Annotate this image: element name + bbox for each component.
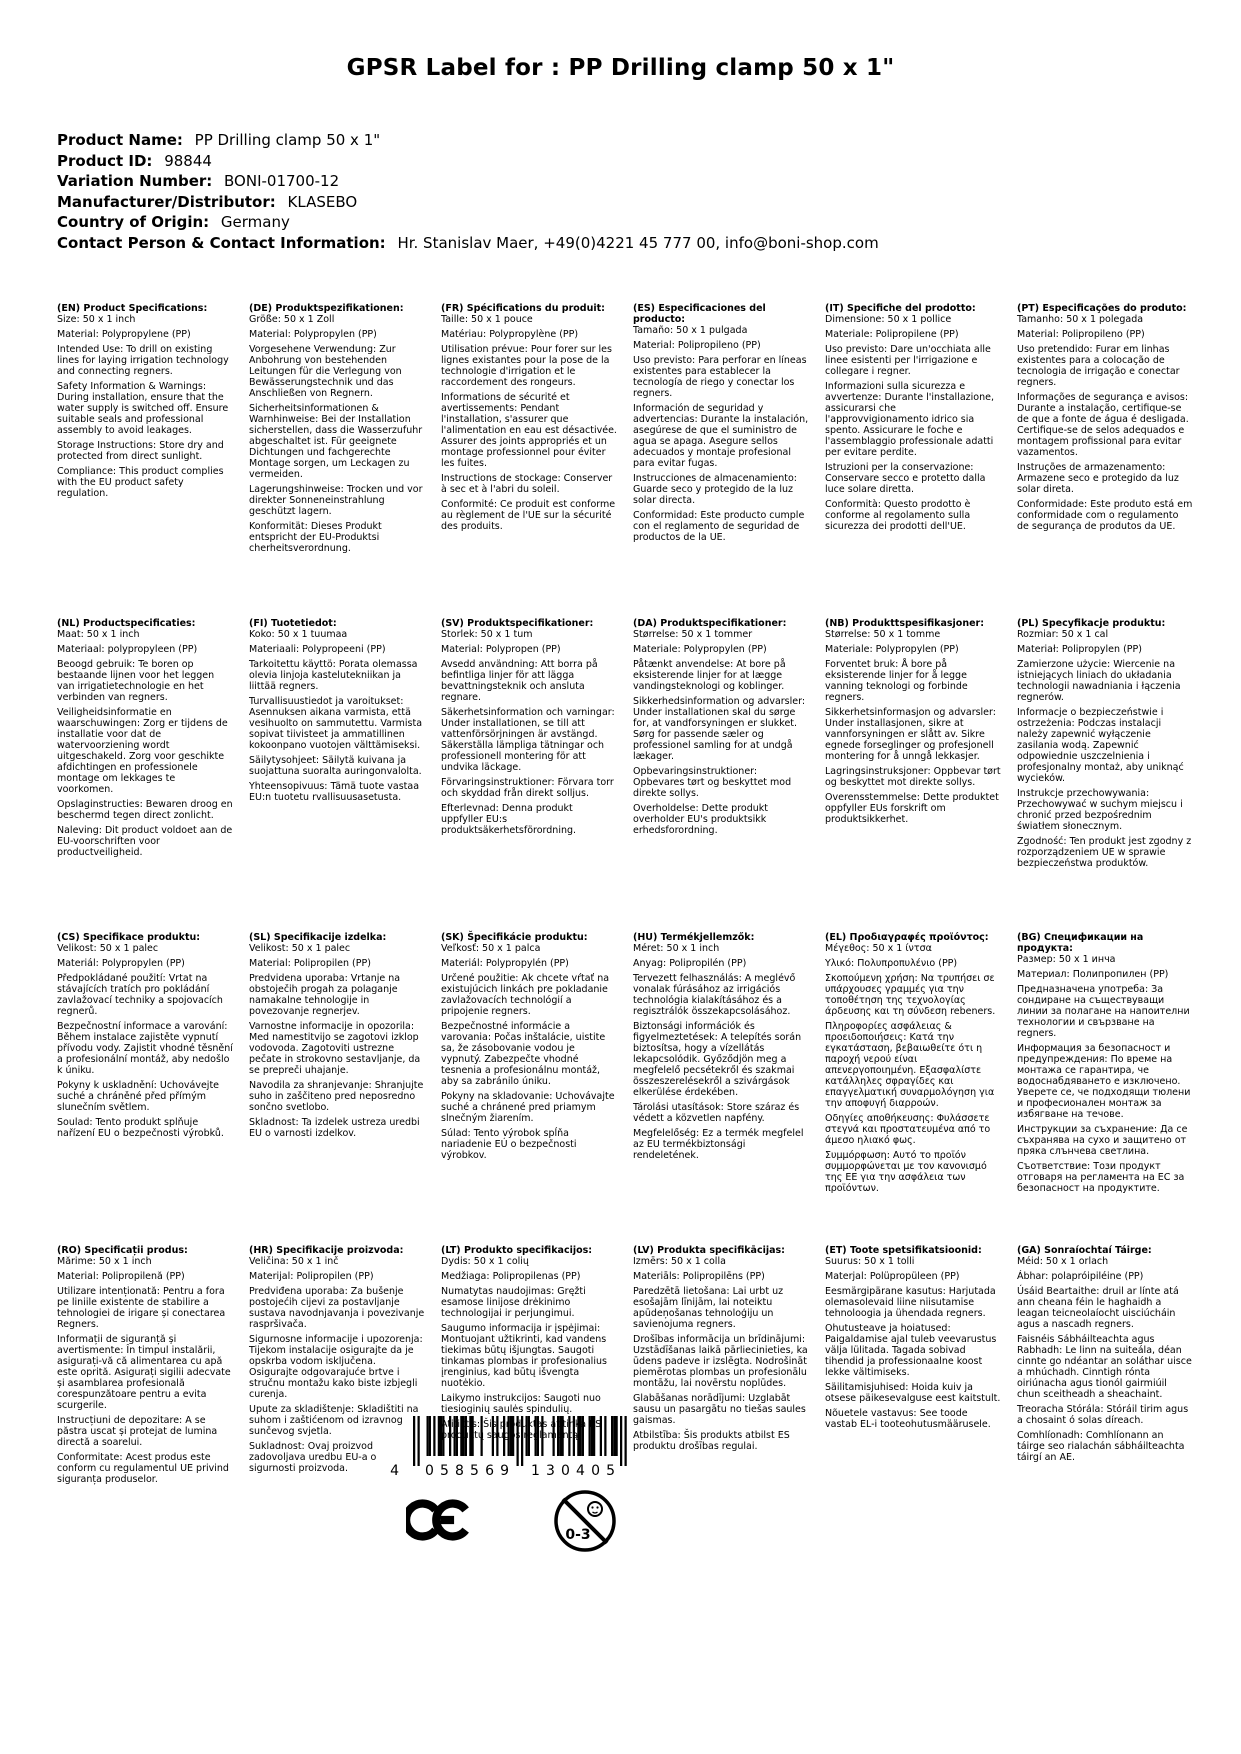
language-section-heading: (FI) Tuotetiedot: [249, 618, 337, 629]
section-paragraph: Méid: 50 x 1 orlach [1017, 1256, 1109, 1267]
section-paragraph: Размер: 50 x 1 инча [1017, 954, 1116, 965]
section-paragraph: Materiale: Polipropilene (PP) [825, 329, 959, 340]
section-paragraph: Maat: 50 x 1 inch [57, 629, 140, 640]
language-section-heading: (SK) Špecifikácie produktu: [441, 932, 588, 943]
language-section [633, 618, 809, 932]
section-paragraph: Medžiaga: Polipropilenas (PP) [441, 1271, 581, 1282]
language-section [825, 932, 1001, 1245]
section-paragraph: Material: Polipropileno (PP) [1017, 329, 1145, 340]
section-paragraph: Material: Polypropylene (PP) [57, 329, 191, 340]
language-section [57, 303, 233, 618]
section-paragraph: Bezpečnostní informace a varování: Během instalace zajistěte vypnutí přívodu vody. Zajistit vhodné těsnění a profesionální montáž, aby nedošlo k úniku. [57, 1021, 233, 1076]
section-paragraph: Faisnéis Sábháilteachta agus Rabhadh: Le linn na suiteála, déan cinnte go ndéantar an soláthar uisce a mhúchadh. Cinntigh rónta oiriúnacha agus tionól gairmiúil chun sceitheadh a sheachaint. [1017, 1334, 1192, 1400]
ce-mark-icon [406, 1496, 472, 1548]
section-paragraph: Informations de sécurité et avertissements: Pendant l'installation, s'assurer que l'alimentation en eau est désactivée. Assurer des joints appropriés et un montage professionnel pour éviter les fuites. [441, 392, 617, 469]
section-paragraph: Mărime: 50 x 1 inch [57, 1256, 152, 1267]
language-section-heading: (CS) Specifikace produktu: [57, 932, 201, 943]
section-paragraph: Instructions de stockage: Conserver à sec et à l'abri du soleil. [441, 473, 613, 495]
section-paragraph: Utilisation prévue: Pour forer sur les lignes existantes pour la pose de la technologie d'irrigation et le raccordement des rongeurs. [441, 344, 612, 388]
section-paragraph: Navodila za shranjevanje: Shranjujte suho in zaščiteno pred neposredno sončno svetlobo. [249, 1080, 424, 1113]
language-section [249, 618, 425, 932]
language-section-heading: (EL) Προδιαγραφές προϊόντος: [825, 932, 989, 943]
section-paragraph: Intended Use: To drill on existing lines for laying irrigation technology and connecting regners. [57, 344, 229, 377]
language-section-heading: (LT) Produkto specifikacijos: [441, 1245, 593, 1256]
product-info-value: Hr. Stanislav Maer, +49(0)4221 45 777 00, info@boni-shop.com [392, 233, 879, 252]
language-section [1017, 618, 1193, 932]
section-paragraph: Naleving: Dit product voldoet aan de EU-voorschriften voor productveiligheid. [57, 825, 233, 858]
product-info-label: Contact Person & Contact Information: [57, 233, 386, 252]
product-info-label: Country of Origin: [57, 213, 210, 231]
language-section [441, 303, 617, 618]
section-paragraph: Treoracha Stórála: Stóráil tirim agus a chosaint ó solas díreach. [1017, 1404, 1189, 1426]
section-paragraph: Efterlevnad: Denna produkt uppfyller EU:s produktsäkerhetsförordning. [441, 803, 577, 836]
language-section [825, 618, 1001, 932]
section-paragraph: Materiaal: polypropyleen (PP) [57, 644, 198, 655]
section-paragraph: Numatytas naudojimas: Gręžti esamose linijose drėkinimo technologijai ir perjungimui. [441, 1286, 586, 1319]
ean-13-barcode [385, 1416, 635, 1478]
language-section-heading: (ET) Toote spetsifikatsioonid: [825, 1245, 982, 1256]
section-paragraph: Informații de siguranță și avertismente: În timpul instalării, asigurați-vă că alimentarea cu apă este oprită. Asigurați sigilii adecvate și asamblarea profesională corespunzătoare pentru a evita scurgerile. [57, 1334, 231, 1411]
section-paragraph: Информация за безопасност и предупреждения: По време на монтажа се гарантира, че водоснабдяването е изключено. Уверете се, че подходящи тюлени и професионален монтаж за избягване на течове. [1017, 1043, 1191, 1120]
section-paragraph: Overensstemmelse: Dette produktet oppfyller EUs forskrift om produktsikkerhet. [825, 792, 999, 825]
section-paragraph: Størrelse: 50 x 1 tomme [825, 629, 941, 640]
section-paragraph: Material: Polypropylen (PP) [249, 329, 377, 340]
section-paragraph: Anyag: Polipropilén (PP) [633, 958, 747, 969]
language-section [57, 932, 233, 1245]
section-paragraph: Opslaginstructies: Bewaren droog en beschermd tegen direct zonlicht. [57, 799, 233, 821]
section-paragraph: Veiligheidsinformatie en waarschuwingen: Zorg er tijdens de installatie voor dat de watervoorziening wordt uitgeschakeld. Zorg voor geschikte afdichtingen en professionele montage om lekkages te voorkomen. [57, 707, 228, 795]
language-section [1017, 1245, 1193, 1485]
section-paragraph: Šis produktas atitinka reglamentą. [483, 1419, 587, 1441]
language-section-heading: (SL) Specifikacije izdelka: [249, 932, 387, 943]
language-section [825, 1245, 1001, 1485]
section-paragraph: Predvidena uporaba: Vrtanje na obstoječih progah za polaganje namakalne tehnologije in povezovanje regnerjev. [249, 973, 401, 1017]
product-info-value: 98844 [159, 151, 212, 170]
language-section [633, 303, 809, 618]
language-section-heading: (IT) Specifiche del prodotto: [825, 303, 976, 314]
barcode-left-group: 058569 [425, 1463, 509, 1478]
section-paragraph: Tarkoitettu käyttö: Porata olemassa olevia linjoja kastelutekniikan ja liittää regners. [249, 659, 418, 692]
section-paragraph: Storage Instructions: Store dry and protected from direct sunlight. [57, 440, 224, 462]
section-paragraph: Velikost: 50 x 1 palec [249, 943, 351, 954]
section-paragraph: Zamierzone użycie: Wiercenie na istniejących liniach do układania technologii nawadniania i łączenia regnerów. [1017, 659, 1181, 703]
section-paragraph: Tervezett felhasználás: A meglévő vonalak fúrásához az irrigációs technológia kialakításához és a regisztrálók összekapcsolásához. [633, 973, 796, 1017]
language-section-heading: (RO) Specificații produs: [57, 1245, 188, 1256]
section-paragraph: Materjal: Polüpropüleen (PP) [825, 1271, 960, 1282]
language-section-heading: (HR) Specifikacije proizvoda: [249, 1245, 404, 1256]
section-paragraph: Sikkerhetsinformasjon og advarsler: Under installasjonen, sikre at vannforsyningen er slått av. Sikre egnede forseglinger og profesjonell montering for å unngå lekkasjer. [825, 707, 996, 762]
section-paragraph: Veličina: 50 x 1 inč [249, 1256, 339, 1267]
language-section-heading: (ES) Especificaciones del producto: [633, 303, 766, 325]
section-paragraph: Upute za skladištenje: Skladištiti na suhom i zaštićenom od izravnog sunčevog svjetla. [249, 1404, 419, 1437]
section-paragraph: Atbilstība: Šis produkts atbilst ES produktu drošības regulai. [633, 1430, 790, 1452]
language-sections-grid [57, 303, 1193, 1485]
language-section [441, 932, 617, 1245]
section-paragraph: Sukladnost: Ovaj proizvod zadovoljava uredbu EU-a o sigurnosti proizvoda. [249, 1441, 377, 1474]
section-paragraph: Avsedd användning: Att borra på befintliga linjer för att lägga bevattningsteknik och ansluta regnare. [441, 659, 598, 703]
section-paragraph: Μέγεθος: 50 x 1 ίντσα [825, 943, 932, 954]
language-section [441, 618, 617, 932]
language-section [1017, 303, 1193, 618]
section-paragraph: Pokyny na skladovanie: Uchovávajte suché a chránené pred priamym slnečným žiarením. [441, 1091, 615, 1124]
product-info-label: Product ID: [57, 151, 153, 170]
section-paragraph: Tamaño: 50 x 1 pulgada [633, 325, 748, 336]
language-section-heading: (SV) Produktspecifikationer: [441, 618, 594, 629]
section-paragraph: Izmērs: 50 x 1 colla [633, 1256, 726, 1267]
section-paragraph: Súlad: Tento výrobok spĺňa nariadenie EÚ o bezpečnosti výrobkov. [441, 1128, 577, 1161]
language-section-heading: (PT) Especificações do produto: [1017, 303, 1187, 314]
section-paragraph: Suurus: 50 x 1 tolli [825, 1256, 915, 1267]
section-paragraph: Materiale: Polypropylen (PP) [825, 644, 959, 655]
section-paragraph: Conformità: Questo prodotto è conforme al regolamento sulla sicurezza dei prodotti dell'UE. [825, 499, 971, 532]
section-paragraph: Sicherheitsinformationen & Warnhinweise: Bei der Installation sicherstellen, dass die Wasserzufuhr abgeschaltet ist. Für geeignete Dichtungen und fachgerechte Montage sorgen, um Leckagen zu vermeiden. [249, 403, 423, 480]
section-paragraph: Megfelelőség: Ez a termék megfelel az EU termékbiztonsági rendeletének. [633, 1128, 804, 1161]
section-paragraph: Compliance: This product complies with the EU product safety regulation. [57, 466, 224, 499]
section-paragraph: Instrukcje przechowywania: Przechowywać w suchym miejscu i chronić przed bezpośrednim światłem słonecznym. [1017, 788, 1183, 832]
product-info-value: KLASEBO [282, 192, 358, 211]
section-paragraph: Material: Polipropilen (PP) [249, 958, 371, 969]
section-paragraph: Instrucciones de almacenamiento: Guarde seco y protegido de la luz solar directa. [633, 473, 797, 506]
section-paragraph: Overholdelse: Dette produkt overholder EU's produktsikk erhedsforordning. [633, 803, 768, 836]
section-paragraph: Tamanho: 50 x 1 polegada [1017, 314, 1144, 325]
language-section [57, 1245, 233, 1485]
section-paragraph: Säkerhetsinformation och varningar: Under installationen, se till att vattenförsörjningen är avstängd. Säkerställa lämpliga tätningar och professionell montering för att undvika läckage. [441, 707, 615, 773]
page-title: GPSR Label for : PP Drilling clamp 50 x 1" [346, 55, 895, 81]
section-paragraph: Σκοπούμενη χρήση: Να τρυπήσει σε υπάρχουσες γραμμές για την τοποθέτηση της τεχνολογίας άρδευσης και τη σύνδεση rebeners. [825, 973, 996, 1017]
section-paragraph: Υλικό: Πολυπροπυλένιο (PP) [825, 958, 958, 969]
section-paragraph: Material: Polipropileno (PP) [633, 340, 761, 351]
section-paragraph: Materiál: Polypropylen (PP) [57, 958, 185, 969]
section-paragraph: Инструкции за съхранение: Да се съхранява на сухо и защитено от пряка слънчева светлина. [1017, 1124, 1188, 1157]
section-paragraph: Koko: 50 x 1 tuumaa [249, 629, 348, 640]
section-paragraph: Velikost: 50 x 1 palec [57, 943, 159, 954]
section-paragraph: Veľkosť: 50 x 1 palca [441, 943, 541, 954]
product-info-row [57, 233, 879, 254]
section-paragraph: Material: Polypropen (PP) [441, 644, 561, 655]
section-paragraph: Påtænkt anvendelse: At bore på eksisterende linjer for at lægge vandingsteknologi og koblinger. [633, 659, 786, 692]
language-section-heading: (EN) Product Specifications: [57, 303, 208, 314]
age-warning-0-3-icon [552, 1484, 618, 1558]
language-section [633, 1245, 809, 1485]
section-paragraph: Πληροφορίες ασφάλειας & προειδοποιήσεις: Κατά την εγκατάσταση, βεβαιωθείτε ότι η παροχή νερού είναι απενεργοποιημένη. Εξασφαλίστε κατάλληλες σφραγίδες και επαγγελματική συναρμολόγηση για την αποφυγή διαρροών. [825, 1021, 995, 1109]
language-section-heading: (LV) Produkta specifikācijas: [633, 1245, 785, 1256]
section-paragraph: Säilytysohjeet: Säilytä kuivana ja suojattuna suoralta auringonvalolta. [249, 755, 422, 777]
section-paragraph: Lagringsinstruksjoner: Oppbevar tørt og beskyttet mot direkte sollys. [825, 766, 1001, 788]
section-paragraph: Materiale: Polypropylen (PP) [633, 644, 767, 655]
language-section [633, 932, 809, 1245]
language-section [1017, 932, 1193, 1245]
section-paragraph: Eesmärgipärane kasutus: Harjutada olemasolevaid liine niisutamise tehnoloogia ja ühendada regners. [825, 1286, 996, 1319]
product-info-label: Product Name: [57, 131, 183, 149]
language-section [249, 303, 425, 618]
section-paragraph: Forventet bruk: Å bore på eksisterende linjer for å legge vanning teknologi og forbinde regners. [825, 659, 968, 703]
barcode-right-group: 130405 [531, 1463, 615, 1478]
section-paragraph: Istruzioni per la conservazione: Conservare secco e protetto dalla luce solare diretta. [825, 462, 986, 495]
section-paragraph: Bezpečnostné informácie a varovania: Počas inštalácie, uistite sa, že zásobovanie vodou je vypnutý. Zabezpečte vhodné tesnenia a profesionálnu montáž, aby sa zabránilo úniku. [441, 1021, 606, 1087]
section-paragraph: Nõuetele vastavus: See toode vastab EL-i tooteohutusmäärusele. [825, 1408, 991, 1430]
section-paragraph: Matériau: Polypropylène (PP) [441, 329, 579, 340]
language-section-heading: (HU) Termékjellemzők: [633, 932, 755, 943]
product-info-row [57, 212, 879, 233]
section-paragraph: Conformité: Ce produit est conforme au règlement de l'UE sur la sécurité des produits. [441, 499, 616, 532]
section-paragraph: Lagerungshinweise: Trocken und vor direkter Sonneneinstrahlung geschützt lagern. [249, 484, 423, 517]
section-paragraph: Taille: 50 x 1 pouce [441, 314, 533, 325]
language-section-heading: (GA) Sonraíochtaí Táirge: [1017, 1245, 1152, 1256]
language-section [825, 303, 1001, 618]
section-paragraph: Skladnost: Ta izdelek ustreza uredbi EU o varnosti izdelkov. [249, 1117, 420, 1139]
product-info-label: Manufacturer/Distributor: [57, 192, 276, 211]
section-paragraph: Materiál: Polypropylén (PP) [441, 958, 569, 969]
barcode-first-digit: 4 [390, 1463, 399, 1478]
section-paragraph: Dydis: 50 x 1 colių [441, 1256, 529, 1267]
section-paragraph: Informações de segurança e avisos: Durante a instalação, certifique-se de que a fonte de água é desligada. Certifique-se de selos adequados e montagem profissional para evitar vazamentos. [1017, 392, 1189, 458]
product-info-label: Variation Number: [57, 172, 213, 190]
section-paragraph: Instrucțiuni de depozitare: A se păstra uscat și protejat de lumina directă a soarelui. [57, 1415, 218, 1448]
section-paragraph: Предназначена употреба: За сондиране на съществуващи линии за полагане на напоителни технологии и свързване на regners. [1017, 984, 1190, 1039]
product-info-value: PP Drilling clamp 50 x 1" [189, 131, 381, 149]
section-paragraph: Size: 50 x 1 inch [57, 314, 136, 325]
section-paragraph: Información de seguridad y advertencias: Durante la instalación, asegúrese de que el suministro de agua se apaga. Asegure sellos adecuados y montaje profesional para evitar fugas. [633, 403, 809, 469]
language-section-heading: (NB) Produkttspesifikasjoner: [825, 618, 985, 629]
section-paragraph: Úsáid Beartaithe: druil ar línte atá ann cheana féin le haghaidh a leagan teicneolaíocht uisciúcháin agus a nascadh regners. [1017, 1286, 1179, 1330]
language-section-heading: (BG) Спецификации на продукта: [1017, 932, 1144, 954]
section-paragraph: Saugumo informacija ir įspėjimai: Montuojant užtikrinti, kad vandens tiekimas būtų išjungtas. Saugoti tinkamas plombas ir profesionalius įrenginius, kad būtų išvengta nuotėkio. [441, 1323, 607, 1389]
section-paragraph: Conformidad: Este producto cumple con el reglamento de seguridad de productos de la UE. [633, 510, 805, 543]
section-paragraph: Informazioni sulla sicurezza e avvertenze: Durante l'installazione, assicurarsi che l'approvvigionamento idrico sia spento. Assicurare le foche e l'assemblaggio professionale adatti per evitare perdite. [825, 381, 994, 458]
language-section [249, 932, 425, 1245]
section-paragraph: Pokyny k uskladnění: Uchovávejte suché a chráněné před přímým slunečním světlem. [57, 1080, 220, 1113]
section-paragraph: Materiāls: Polipropilēns (PP) [633, 1271, 765, 1282]
section-paragraph: Určené použitie: Ak chcete vŕtať na existujúcich linkách pre pokladanie zavlažovacích technológií a pripojenie regners. [441, 973, 610, 1017]
section-paragraph: Instruções de armazenamento: Armazene seco e protegido da luz solar direta. [1017, 462, 1179, 495]
section-paragraph: Οδηγίες αποθήκευσης: Φυλάσσετε στεγνά και προστατευμένα από το άμεσο ηλιακό φως. [825, 1113, 991, 1146]
product-info-row [57, 130, 879, 151]
section-paragraph: Drošības informācija un brīdinājumi: Uzstādīšanas laikā pārliecinieties, ka ūdens padeve ir izslēgta. Nodrošināt piemērotas plombas un profesionālu montāžu, lai novērstu noplūdes. [633, 1334, 808, 1389]
section-paragraph: Konformität: Dieses Produkt entspricht der EU-Produktsi cherheitsverordnung. [249, 521, 382, 554]
language-section-heading: (DE) Produktspezifikationen: [249, 303, 404, 314]
section-paragraph: Beoogd gebruik: Te boren op bestaande lijnen voor het leggen van irrigatietechnologie en het verbinden van regners. [57, 659, 215, 703]
section-paragraph: Glabāšanas norādījumi: Uzglabāt sausu un pasargātu no tiešas saules gaismas. [633, 1393, 806, 1426]
barcode-bars [385, 1416, 635, 1478]
section-paragraph: Comhlíonadh: Comhlíonann an táirge seo rialachán sábháilteachta táirgí an AE. [1017, 1430, 1185, 1463]
section-paragraph: Säilitamisjuhised: Hoida kuiv ja otsese päikesevalguse eest kaitstult. [825, 1382, 1001, 1404]
section-paragraph: Materijal: Polipropilen (PP) [249, 1271, 374, 1282]
language-section-heading: (NL) Productspecificaties: [57, 618, 196, 629]
section-paragraph: Tárolási utasítások: Store száraz és védett a közvetlen napfény. [633, 1102, 800, 1124]
section-paragraph: Rozmiar: 50 x 1 cal [1017, 629, 1109, 640]
section-paragraph: Ohutusteave ja hoiatused: Paigaldamise ajal tuleb veevarustus välja lülitada. Tagada sobivad tihendid ja professionaalne koost lekke vältimiseks. [825, 1323, 997, 1378]
section-paragraph: Vorgesehene Verwendung: Zur Anbohrung von bestehenden Leitungen für die Verlegung von Bewässerungstechnik und das Anschließen von Regnern. [249, 344, 402, 399]
section-paragraph: Méret: 50 x 1 inch [633, 943, 720, 954]
section-paragraph: Материал: Полипропилен (PP) [1017, 969, 1169, 980]
section-paragraph: Storlek: 50 x 1 tum [441, 629, 533, 640]
section-paragraph: Zgodność: Ten produkt jest zgodny z rozporządzeniem UE w sprawie bezpieczeństwa produktów. [1017, 836, 1192, 869]
section-paragraph: Sigurnosne informacije i upozorenja: Tijekom instalacije osigurajte da je opskrba vodom isključena. Osigurajte odgovarajuće brtve i stručnu montažu kako biste izbjegli curenja. [249, 1334, 423, 1400]
product-info-value: BONI-01700-12 [219, 172, 340, 190]
section-paragraph: Съответствие: Този продукт отговаря на регламента на ЕС за безопасност на продуктите. [1017, 1161, 1185, 1194]
section-paragraph: Paredzētā lietošana: Lai urbt uz esošajām līnijām, lai noteiktu apūdeņošanas tehnoloģiju un savienojuma regners. [633, 1286, 784, 1330]
section-paragraph: Yhteensopivuus: Tämä tuote vastaa EU:n tuotetu rvallisuusasetusta. [249, 781, 420, 803]
product-info-block [57, 130, 879, 253]
language-section [57, 618, 233, 932]
section-paragraph: Informacje o bezpieczeństwie i ostrzeżenia: Podczas instalacji należy zapewnić wyłączenie zasilania wodą. Zapewnić odpowiednie uszczelnienia i profesjonalny montaż, aby uniknąć wycieków. [1017, 707, 1184, 784]
section-paragraph: Varnostne informacije in opozorila: Med namestitvijo se zagotovi izklop vodovoda. Zagotoviti ustrezne pečate in strokovno sestavljanje, da se prepreči uhajanje. [249, 1021, 421, 1076]
section-paragraph: Predviđena uporaba: Za bušenje postojećih cijevi za postavljanje sustava navodnjavanja i povezivanje raspršivača. [249, 1286, 425, 1330]
section-paragraph: Utilizare intenționată: Pentru a fora pe liniile existente de stabilire a tehnologiei de irigare și conectarea Regners. [57, 1286, 226, 1330]
language-section-heading: (DA) Produktspecifikationer: [633, 618, 787, 629]
section-paragraph: Conformidade: Este produto está em conformidade com o regulamento de segurança de produtos da UE. [1017, 499, 1193, 532]
section-paragraph: Størrelse: 50 x 1 tommer [633, 629, 753, 640]
section-paragraph: Soulad: Tento produkt splňuje nařízení EU o bezpečnosti výrobků. [57, 1117, 224, 1139]
section-paragraph: Συμμόρφωση: Αυτό το προϊόν συμμορφώνεται με τον κανονισμό της ΕΕ για την ασφάλεια των προϊόντων. [825, 1150, 987, 1194]
section-paragraph: Material: Polipropilenă (PP) [57, 1271, 185, 1282]
section-paragraph: Sikkerhedsinformation og advarsler: Under installationen skal du sørge for, at vandforsyningen er slukket. Sørg for passende sæler og professionel samling for at undgå lækager. [633, 696, 806, 762]
product-info-row [57, 171, 879, 192]
product-info-value: Germany [216, 213, 290, 231]
section-paragraph: Dimensione: 50 x 1 pollice [825, 314, 952, 325]
product-info-row [57, 151, 879, 172]
age-warning-text: 0-3 [565, 1527, 591, 1543]
section-paragraph: Safety Information & Warnings: During installation, ensure that the water supply is switched off. Ensure suitable seals and professional assembly to avoid leakages. [57, 381, 229, 436]
section-paragraph: Turvallisuustiedot ja varoitukset: Asennuksen aikana varmista, että vesihuolto on sammutettu. Varmista sopivat tiivisteet ja ammatillinen kokoonpano vuotojen välttämiseksi. [249, 696, 423, 751]
section-paragraph: Předpokládané použití: Vrtat na stávajících tratích pro pokládání zavlažovací techniky a spojovacích regnerů. [57, 973, 223, 1017]
section-paragraph: Uso pretendido: Furar em linhas existentes para a colocação de tecnologia de irrigação e conectar regners. [1017, 344, 1180, 388]
section-paragraph: Materiał: Polipropylen (PP) [1017, 644, 1142, 655]
language-section-heading: (PL) Specyfikacje produktu: [1017, 618, 1166, 629]
section-paragraph: Förvaringsinstruktioner: Förvara torr och skyddad från direkt solljus. [441, 777, 614, 799]
section-paragraph: Opbevaringsinstruktioner: Opbevares tørt og beskyttet mod direkte sollys. [633, 766, 792, 799]
section-paragraph: Größe: 50 x 1 Zoll [249, 314, 335, 325]
product-info-row [57, 192, 879, 213]
section-paragraph: Uso previsto: Dare un'occhiata alle linee esistenti per l'irrigazione e collegare i regner. [825, 344, 991, 377]
section-paragraph: Ábhar: polapróipiléine (PP) [1017, 1271, 1144, 1282]
section-paragraph: Conformitate: Acest produs este conform cu regulamentul UE privind siguranța produselor. [57, 1452, 229, 1485]
section-paragraph: Materiaali: Polypropeeni (PP) [249, 644, 386, 655]
section-paragraph: Laikymo instrukcijos: Saugoti nuo tiesioginių saulės spindulių. [441, 1393, 601, 1415]
section-paragraph: Uso previsto: Para perforar en líneas existentes para establecer la tecnología de riego y conectar los regners. [633, 355, 807, 399]
language-section-heading: (FR) Spécifications du produit: [441, 303, 605, 314]
section-paragraph: Biztonsági információk és figyelmeztetések: A telepítés során biztosítsa, hogy a vízellátás lekapcsolódik. Győződjön meg a megfelelő pecsétekről és szakmai összeszerelésekről a szivárgások elkerülése érdekében. [633, 1021, 802, 1098]
